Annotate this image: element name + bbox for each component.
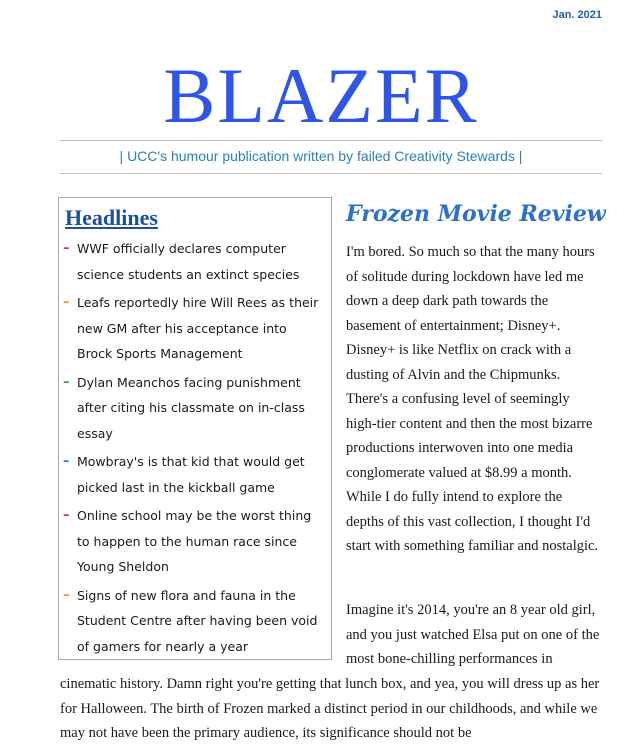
headline-item <box>63 503 325 580</box>
headline-item <box>63 290 325 367</box>
headlines-title: Headlines <box>65 205 158 230</box>
headline-bullet: – <box>63 295 70 310</box>
headline-text: Leafs reportedly hire Will Rees as their new GM after his acceptance into Brock Sports Management <box>77 295 319 361</box>
headline-text: WWF officially declares computer science students an extinct species <box>77 241 300 282</box>
headline-text: Signs of new flora and fauna in the Student Centre after having been void of gamers for nearly a year <box>77 587 318 654</box>
headline-item <box>63 236 325 287</box>
review-paragraph-2-column: Imagine it's 2014, you're an 8 year old girl, and you just watched Elsa put on one of the most bone-chilling performances in <box>346 602 600 667</box>
divider-bottom <box>60 173 602 174</box>
headline-bullet: – <box>63 374 70 390</box>
headlines-list <box>63 236 325 659</box>
masthead-title: BLAZER <box>163 52 479 139</box>
headline-item <box>63 583 325 660</box>
headline-bullet: – <box>63 454 70 469</box>
headline-bullet: – <box>63 587 70 603</box>
headline-bullet: – <box>63 508 70 523</box>
headline-item <box>63 370 325 447</box>
headline-text: Dylan Meanchos facing punishment after citing his classmate on in-class essay <box>77 374 305 441</box>
review-paragraph-1: I'm bored. So much so that the many hours of solitude during lockdown have led me down a deep dark path towards the basement of entertainment; Disney+. Disney+ is like Netflix on crack with a dusting of Alvin and the Chipmunks. There's a confusing level of seemingly high-tier content and then the most bizarre productions interwoven into one media conglomerate valued at $8.99 a month. While I do fully intend to explore the depths of this vast collection, I thought I'd start with something familiar and nostalgic. <box>346 244 599 554</box>
headline-text: Online school may be the worst thing to happen to the human race since Young Sheldon <box>77 508 312 574</box>
headlines-box <box>58 197 332 660</box>
headline-item <box>63 449 325 500</box>
review-title: Frozen Movie Review <box>346 201 606 227</box>
headline-bullet: – <box>63 241 70 256</box>
divider-top <box>60 140 602 141</box>
headline-text: Mowbray's is that kid that would get picked last in the kickball game <box>77 454 305 495</box>
issue-date: Jan. 2021 <box>552 9 602 21</box>
tagline: | UCC's humour publication written by failed Creativity Stewards | <box>119 148 523 164</box>
review-paragraph-2-full: cinematic history. Damn right you're getting that lunch box, and yea, you will dress up as her for Halloween. The birth of Frozen marked a distinct period in our childhoods, and while we may not have been the primary audience, its significance should not be <box>60 676 600 741</box>
